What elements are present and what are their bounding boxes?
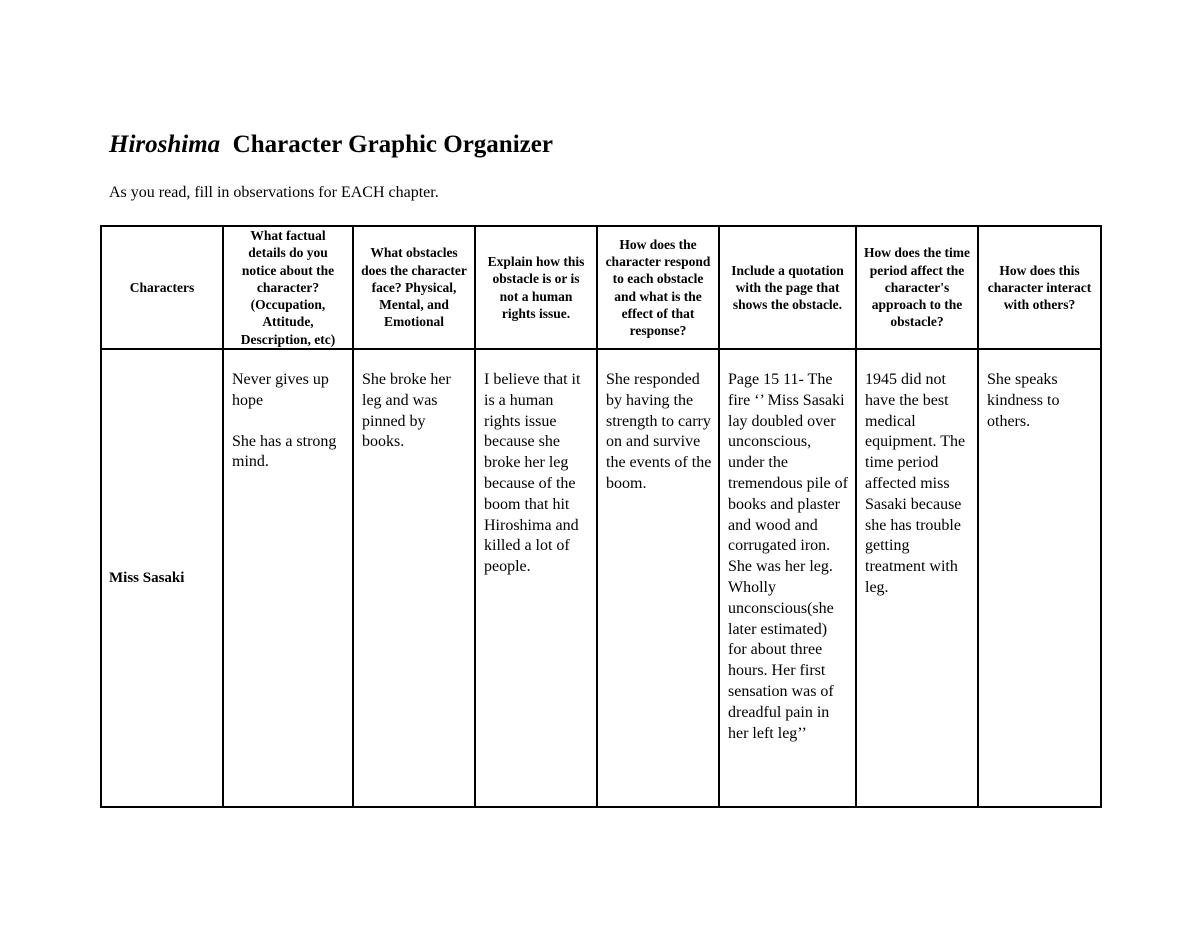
cell-character-name: Miss Sasaki xyxy=(101,349,223,807)
cell-interaction: She speaks kindness to others. xyxy=(978,349,1101,807)
header-quotation: Include a quotation with the page that shows the obstacle. xyxy=(719,226,856,349)
title-text: Character Graphic Organizer xyxy=(232,131,553,158)
page-title xyxy=(109,131,553,159)
table-header-row xyxy=(101,226,1101,349)
header-factual-details: What factual details do you notice about the character? (Occupation, Attitude, Description, etc) xyxy=(223,226,353,349)
cell-response: She responded by having the strength to carry on and survive the events of the boom. xyxy=(597,349,719,807)
details-line-2: She has a strong mind. xyxy=(232,432,337,471)
cell-quotation: Page 15 11- The fire ‘’ Miss Sasaki lay doubled over unconscious, under the tremendous pile of books and plaster and wood and corrugated iron. She was her leg. Wholly unconscious(she later estimated) for about three hours. Her first sensation was of dreadful pain in her left leg’’ xyxy=(719,349,856,807)
character-organizer-table xyxy=(100,225,1102,808)
header-response: How does the character respond to each obstacle and what is the effect of that response? xyxy=(597,226,719,349)
title-book-name: Hiroshima xyxy=(109,131,221,158)
page-instructions: As you read, fill in observations for EACH chapter. xyxy=(109,184,439,201)
header-interaction: How does this character interact with others? xyxy=(978,226,1101,349)
details-line-1: Never gives up hope xyxy=(232,371,329,409)
header-obstacles: What obstacles does the character face? Physical, Mental, and Emotional xyxy=(353,226,475,349)
header-time-period: How does the time period affect the character's approach to the obstacle? xyxy=(856,226,978,349)
table-row xyxy=(101,349,1101,807)
cell-human-rights: I believe that it is a human rights issue because she broke her leg because of the boom that hit Hiroshima and killed a lot of people. xyxy=(475,349,597,807)
cell-obstacles: She broke her leg and was pinned by books. xyxy=(353,349,475,807)
cell-time-period: 1945 did not have the best medical equipment. The time period affected miss Sasaki because she has trouble getting treatment with leg. xyxy=(856,349,978,807)
header-human-rights: Explain how this obstacle is or is not a human rights issue. xyxy=(475,226,597,349)
header-characters: Characters xyxy=(101,226,223,349)
cell-factual-details xyxy=(223,349,353,807)
